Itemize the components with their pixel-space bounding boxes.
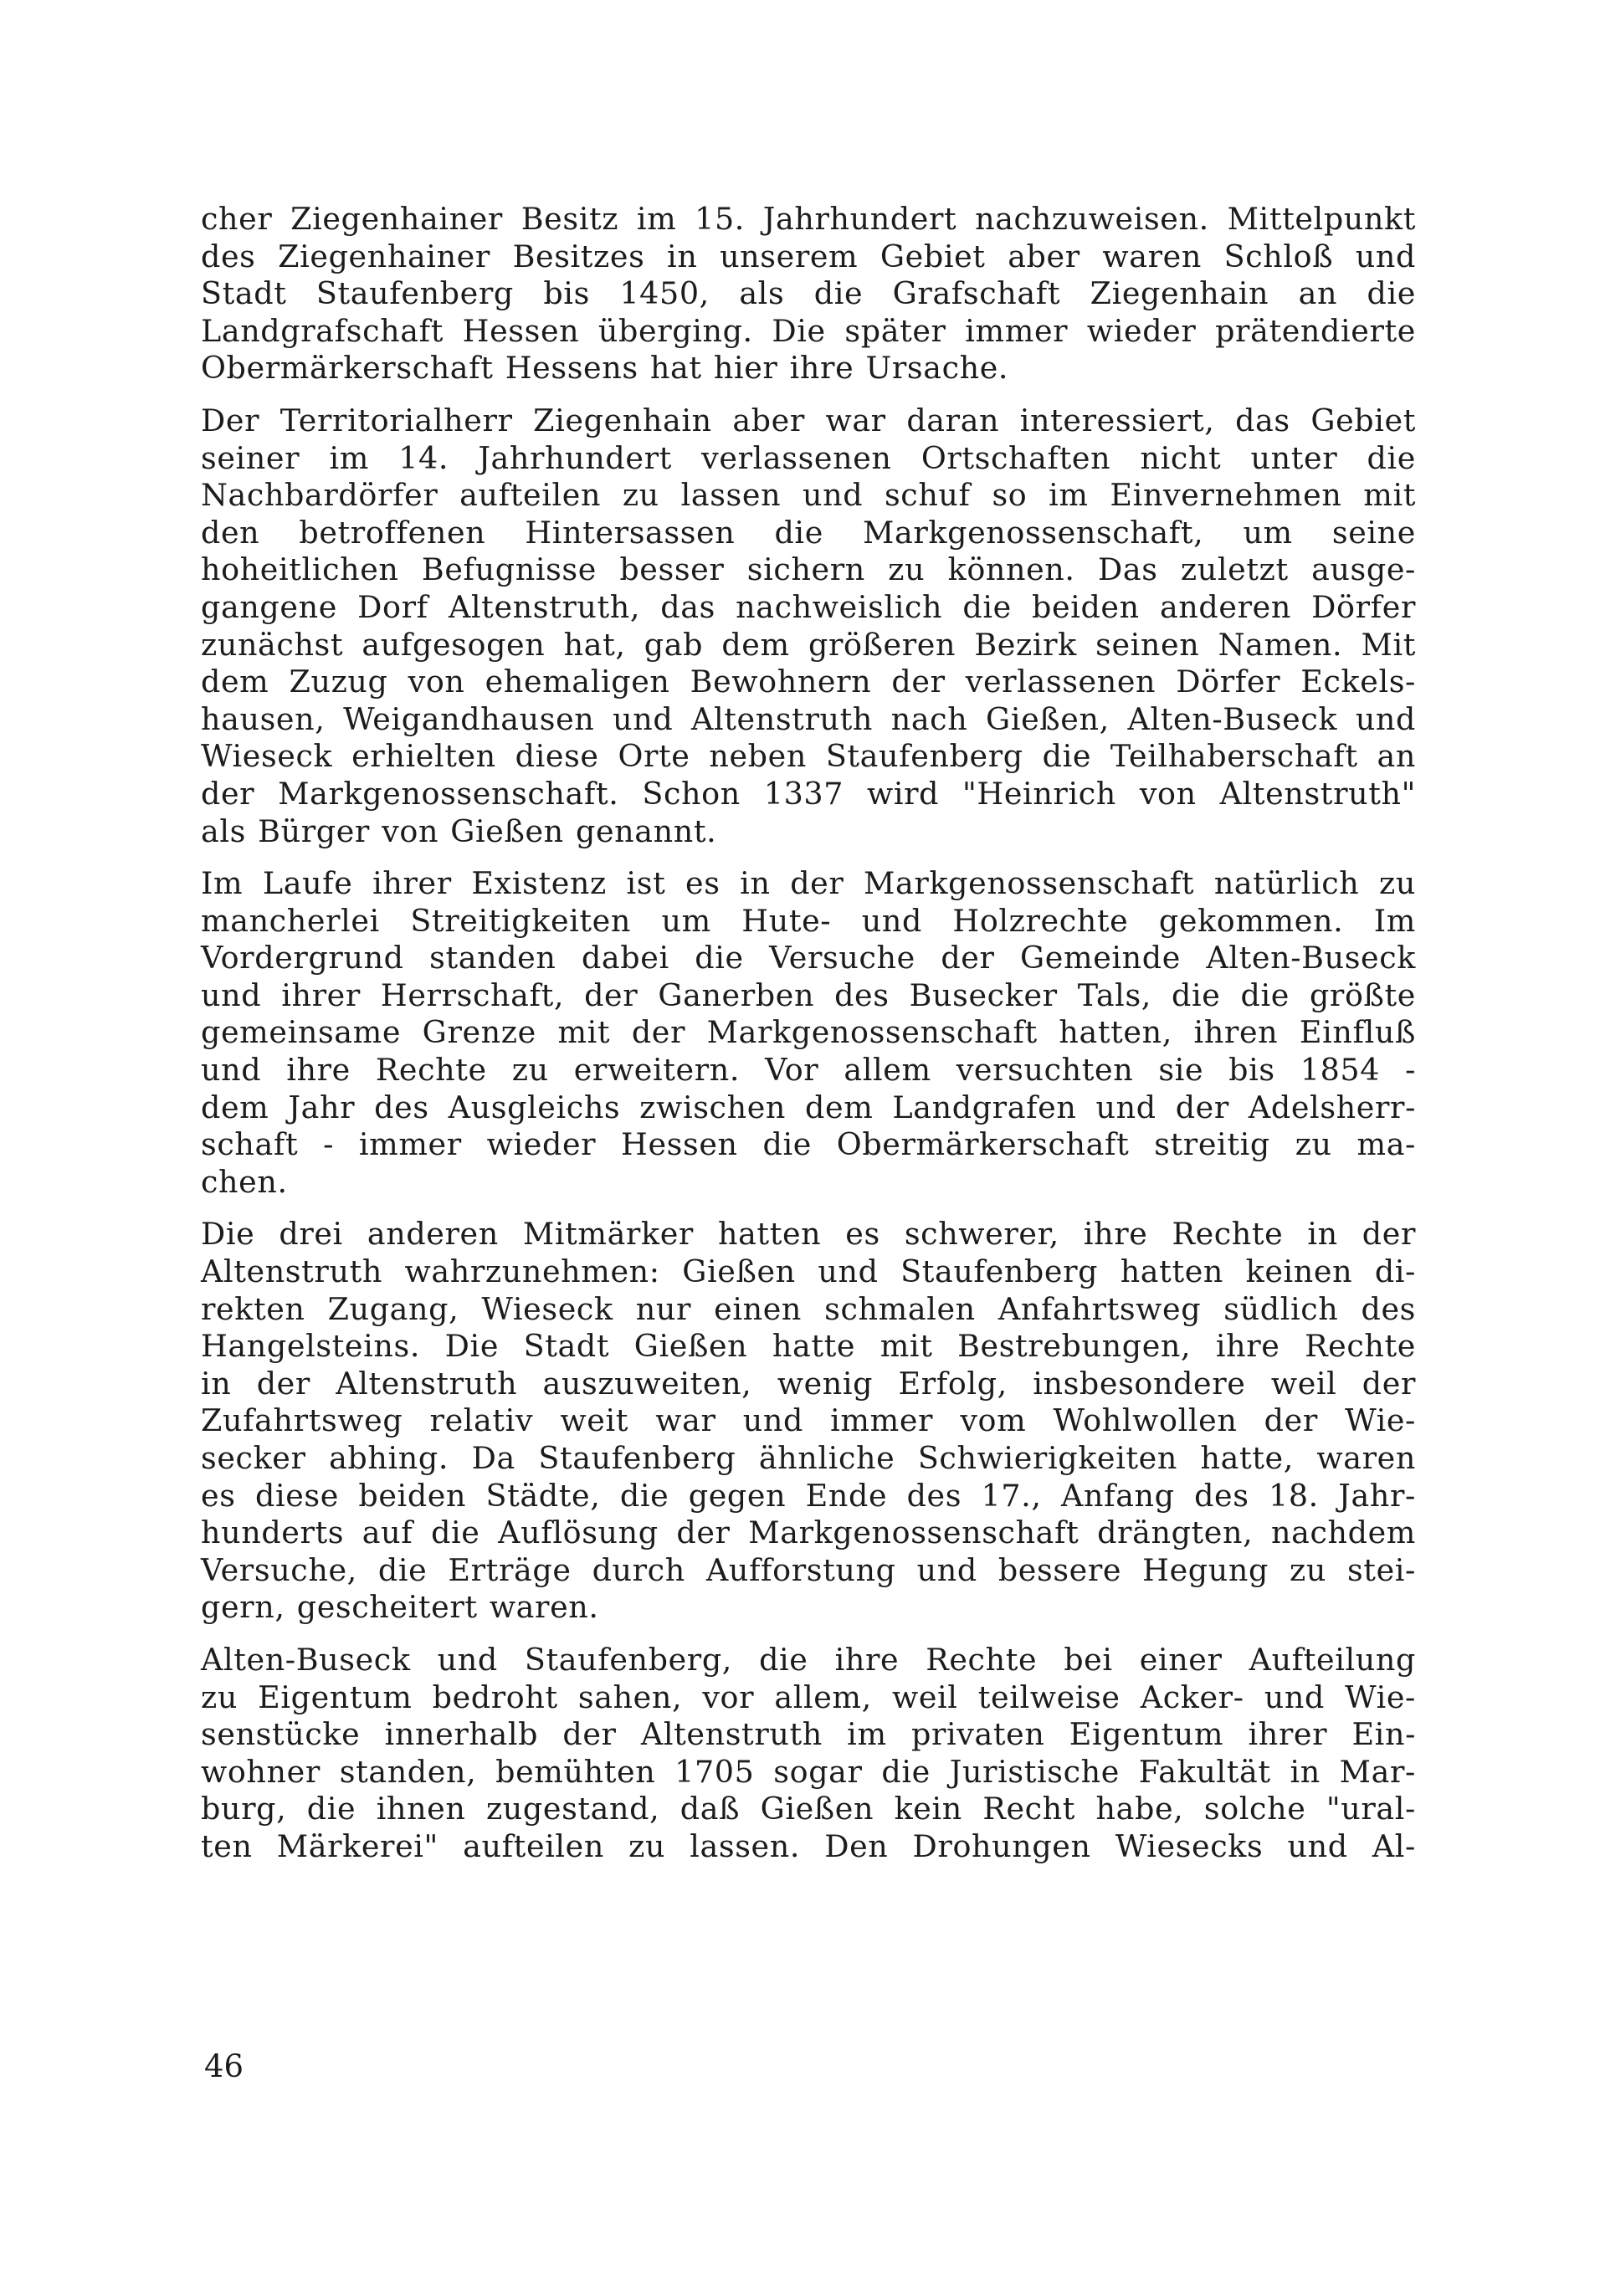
text-line: den betroffenen Hintersassen die Markgenossenschaft, um seine xyxy=(201,514,1416,551)
paragraph xyxy=(201,1216,1416,1627)
text-line: dem Zuzug von ehemaligen Bewohnern der verlassenen Dörfer Eckels- xyxy=(201,664,1416,700)
text-line: burg, die ihnen zugestand, daß Gießen kein Recht habe, solche "ural- xyxy=(201,1791,1416,1827)
text-line: wohner standen, bemühten 1705 sogar die Juristische Fakultät in Mar- xyxy=(201,1753,1416,1790)
text-line: Alten-Buseck und Staufenberg, die ihre Rechte bei einer Aufteilung xyxy=(201,1641,1416,1678)
text-line: Obermärkerschaft Hessens hat hier ihre Ursache. xyxy=(201,350,1009,387)
text-line: zu Eigentum bedroht sahen, vor allem, weil teilweise Acker- und Wie- xyxy=(201,1678,1416,1715)
text-line: des Ziegenhainer Besitzes in unserem Gebiet aber waren Schloß und xyxy=(201,238,1416,274)
paragraph xyxy=(201,402,1416,850)
text-line: rekten Zugang, Wieseck nur einen schmalen Anfahrtsweg südlich des xyxy=(201,1290,1416,1327)
text-line: schaft - immer wieder Hessen die Obermärkerschaft streitig zu ma- xyxy=(201,1126,1416,1163)
paragraph xyxy=(201,865,1416,1201)
text-line: in der Altenstruth auszuweiten, wenig Erfolg, insbesondere weil der xyxy=(201,1365,1416,1402)
text-line: senstücke innerhalb der Altenstruth im privaten Eigentum ihrer Ein- xyxy=(201,1716,1416,1753)
text-line: Versuche, die Erträge durch Aufforstung und bessere Hegung zu stei- xyxy=(201,1551,1416,1588)
text-line: hunderts auf die Auflösung der Markgenossenschaft drängten, nachdem xyxy=(201,1514,1416,1551)
text-line: zunächst aufgesogen hat, gab dem größeren Bezirk seinen Namen. Mit xyxy=(201,626,1416,663)
text-line: Stadt Staufenberg bis 1450, als die Grafschaft Ziegenhain an die xyxy=(201,275,1416,312)
text-line: ten Märkerei" aufteilen zu lassen. Den Drohungen Wiesecks und Al- xyxy=(201,1827,1416,1864)
text-line: Im Laufe ihrer Existenz ist es in der Markgenossenschaft natürlich zu xyxy=(201,865,1416,902)
text-line: und ihrer Herrschaft, der Ganerben des Busecker Tals, die die größte xyxy=(201,976,1416,1013)
text-line: Altenstruth wahrzunehmen: Gießen und Staufenberg hatten keinen di- xyxy=(201,1253,1416,1290)
text-line: Wieseck erhielten diese Orte neben Staufenberg die Teilhaberschaft an xyxy=(201,738,1416,775)
text-line: dem Jahr des Ausgleichs zwischen dem Landgrafen und der Adelsherr- xyxy=(201,1089,1416,1125)
text-line: chen. xyxy=(201,1163,288,1200)
text-line: Hangelsteins. Die Stadt Gießen hatte mit Bestrebungen, ihre Rechte xyxy=(201,1328,1416,1365)
page-number: 46 xyxy=(204,2048,244,2084)
text-line: hausen, Weigandhausen und Altenstruth nach Gießen, Alten-Buseck und xyxy=(201,700,1416,737)
text-line: cher Ziegenhainer Besitz im 15. Jahrhundert nachzuweisen. Mittelpunkt xyxy=(201,201,1416,237)
text-line: seiner im 14. Jahrhundert verlassenen Ortschaften nicht unter die xyxy=(201,439,1416,476)
body-text xyxy=(201,201,1416,1881)
text-line: als Bürger von Gießen genannt. xyxy=(201,812,717,849)
text-line: und ihre Rechte zu erweitern. Vor allem versuchten sie bis 1854 - xyxy=(201,1052,1416,1089)
text-line: gangene Dorf Altenstruth, das nachweislich die beiden anderen Dörfer xyxy=(201,588,1416,625)
text-line: mancherlei Streitigkeiten um Hute- und Holzrechte gekommen. Im xyxy=(201,902,1416,939)
text-line: Nachbardörfer aufteilen zu lassen und schuf so im Einvernehmen mit xyxy=(201,477,1416,514)
paragraph xyxy=(201,1642,1416,1866)
text-line: gern, gescheitert waren. xyxy=(201,1589,599,1626)
text-line: gemeinsame Grenze mit der Markgenossenschaft hatten, ihren Einfluß xyxy=(201,1014,1416,1051)
text-line: hoheitlichen Befugnisse besser sichern zu können. Das zuletzt ausge- xyxy=(201,551,1416,588)
text-line: es diese beiden Städte, die gegen Ende des 17., Anfang des 18. Jahr- xyxy=(201,1477,1416,1514)
text-line: secker abhing. Da Staufenberg ähnliche Schwierigkeiten hatte, waren xyxy=(201,1440,1416,1476)
paragraph xyxy=(201,201,1416,387)
text-line: der Markgenossenschaft. Schon 1337 wird "Heinrich von Altenstruth" xyxy=(201,775,1416,812)
text-line: Landgrafschaft Hessen überging. Die später immer wieder prätendierte xyxy=(201,312,1416,349)
text-line: Zufahrtsweg relativ weit war und immer vom Wohlwollen der Wie- xyxy=(201,1402,1416,1439)
text-line: Vordergrund standen dabei die Versuche der Gemeinde Alten-Buseck xyxy=(201,940,1416,976)
text-line: Der Territorialherr Ziegenhain aber war daran interessiert, das Gebiet xyxy=(201,402,1416,438)
text-line: Die drei anderen Mitmärker hatten es schwerer, ihre Rechte in der xyxy=(201,1216,1416,1253)
